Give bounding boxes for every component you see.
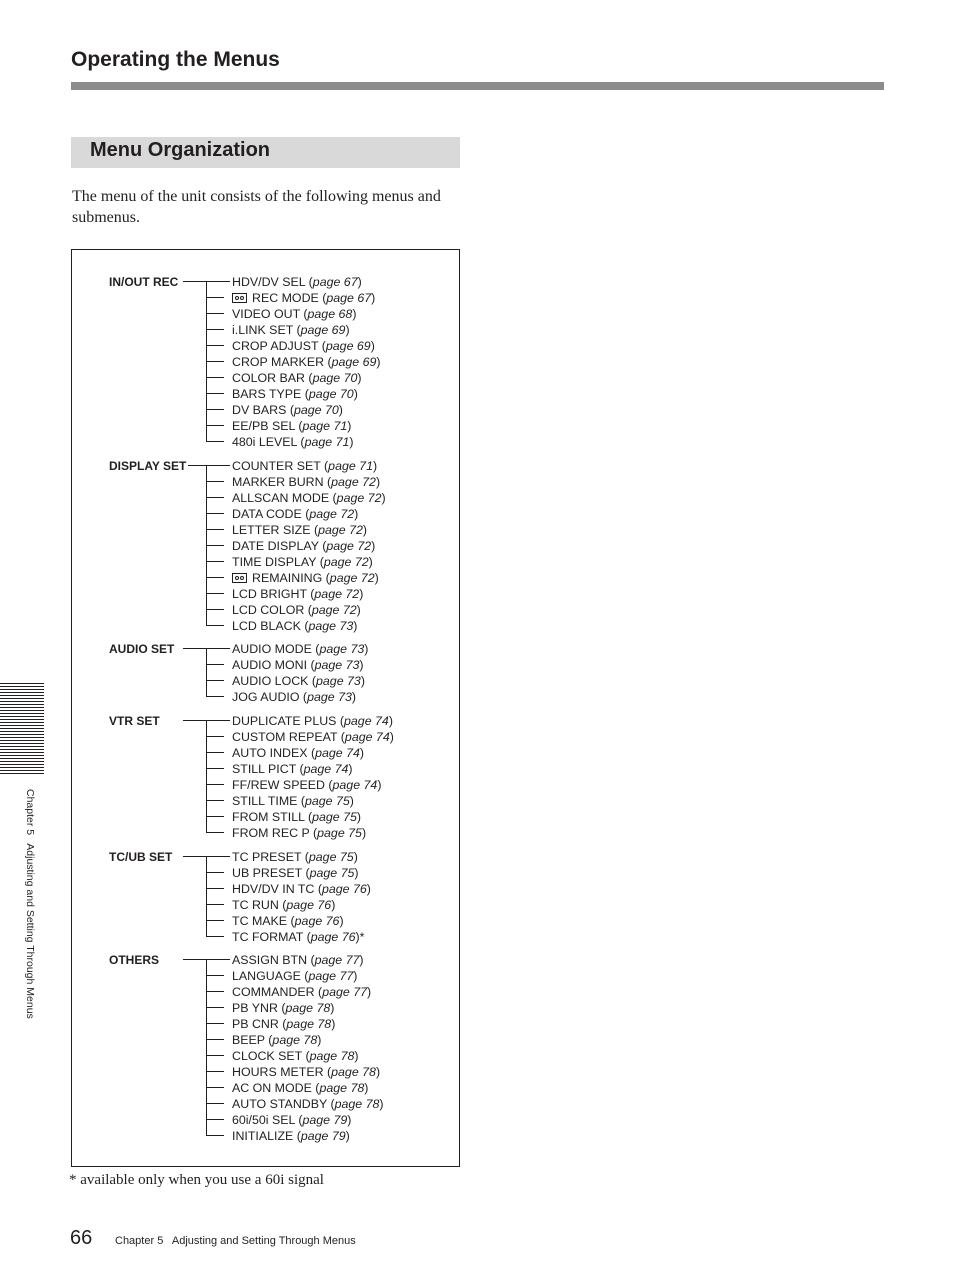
branch-line: [206, 593, 224, 594]
submenu-item-label: LCD COLOR: [232, 603, 305, 617]
submenu-item-label: AUDIO LOCK: [232, 674, 309, 688]
branch-line: [206, 784, 224, 785]
page-reference: page 69: [331, 355, 377, 369]
branch-line: [206, 888, 224, 889]
page-reference: page 71: [328, 459, 373, 473]
branch-line: [206, 1039, 224, 1040]
submenu-item-label: 60i/50i SEL: [232, 1113, 295, 1127]
submenu-item-label: CROP MARKER: [232, 355, 325, 369]
branch-line: [206, 1055, 224, 1056]
submenu-item: LCD BRIGHT (page 72): [206, 586, 363, 602]
page-reference: page 73: [319, 642, 365, 656]
submenu-item-label: CROP ADJUST: [232, 339, 319, 353]
page-reference: page 76: [286, 898, 332, 912]
branch-line: [206, 736, 224, 737]
footnote: * available only when you use a 60i signal: [69, 1172, 324, 1188]
page-reference: page 78: [309, 1049, 355, 1063]
cassette-icon: [232, 573, 247, 583]
branch-line: [206, 975, 224, 976]
submenu-item-label: TC FORMAT: [232, 930, 304, 944]
submenu-item-label: TC RUN: [232, 898, 279, 912]
page-reference: page 74: [332, 778, 378, 792]
chapter-tab-marker: [0, 683, 44, 775]
branch-line: [206, 513, 224, 514]
branch-line: [206, 625, 224, 626]
submenu-item: BEEP (page 78): [206, 1032, 321, 1048]
submenu-item-label: VIDEO OUT: [232, 307, 300, 321]
branch-line: [206, 872, 224, 873]
branch-line: [206, 465, 224, 466]
submenu-item-label: LETTER SIZE: [232, 523, 311, 537]
branch-line: [206, 856, 224, 857]
submenu-item: REMAINING (page 72): [206, 570, 379, 586]
page-reference: page 67: [312, 275, 358, 289]
page-reference: page 68: [307, 307, 353, 321]
page-reference: page 67: [326, 291, 372, 305]
branch-line: [206, 1023, 224, 1024]
submenu-item-label: i.LINK SET: [232, 323, 294, 337]
submenu-item: STILL PICT (page 74): [206, 761, 353, 777]
branch-line: [206, 497, 224, 498]
page-reference: page 72: [323, 555, 369, 569]
submenu-item-label: TC PRESET: [232, 850, 302, 864]
page-reference: page 70: [308, 387, 354, 401]
menu-group-label: OTHERS: [109, 953, 160, 967]
submenu-item-label: EE/PB SEL: [232, 419, 295, 433]
submenu-item-label: HDV/DV IN TC: [232, 882, 315, 896]
branch-line: [206, 904, 224, 905]
submenu-item-label: BARS TYPE: [232, 387, 302, 401]
side-chapter-label: Chapter 5 Adjusting and Setting Through Menus: [24, 789, 36, 1019]
intro-paragraph: The menu of the unit consists of the following menus and submenus.: [72, 188, 441, 226]
page-reference: page 75: [309, 866, 355, 880]
submenu-item: CUSTOM REPEAT (page 74): [206, 729, 394, 745]
branch-line: [206, 920, 224, 921]
page-reference: page 73: [314, 658, 360, 672]
submenu-item: ALLSCAN MODE (page 72): [206, 490, 386, 506]
page-reference: page 79: [300, 1129, 346, 1143]
menu-group-label: AUDIO SET: [109, 642, 175, 656]
page-reference: page 78: [331, 1065, 376, 1079]
submenu-item-label: BEEP: [232, 1033, 265, 1047]
submenu-item: CROP ADJUST (page 69): [206, 338, 375, 354]
branch-line: [206, 936, 224, 937]
submenu-item: EE/PB SEL (page 71): [206, 418, 351, 434]
submenu-item-label: COLOR BAR: [232, 371, 305, 385]
submenu-item-label: FROM STILL: [232, 810, 305, 824]
submenu-item: DATA CODE (page 72): [206, 506, 358, 522]
submenu-item-label: STILL TIME: [232, 794, 298, 808]
submenu-item-label: INITIALIZE: [232, 1129, 294, 1143]
submenu-item: AUDIO LOCK (page 73): [206, 673, 365, 689]
submenu-item-label: COMMANDER: [232, 985, 315, 999]
page-reference: page 77: [314, 953, 360, 967]
branch-line: [206, 680, 224, 681]
submenu-item: CROP MARKER (page 69): [206, 354, 381, 370]
page-reference: page 75: [317, 826, 362, 840]
section-title: Menu Organization: [90, 139, 270, 161]
submenu-item: HDV/DV IN TC (page 76): [206, 881, 371, 897]
submenu-item-label: UB PRESET: [232, 866, 303, 880]
submenu-item-label: HOURS METER: [232, 1065, 324, 1079]
page-reference: page 78: [272, 1033, 318, 1047]
submenu-item: LCD BLACK (page 73): [206, 618, 357, 634]
branch-line: [206, 561, 224, 562]
page-reference: page 71: [304, 435, 350, 449]
submenu-item-label: FF/REW SPEED: [232, 778, 325, 792]
menu-group-label: DISPLAY SET: [109, 459, 187, 473]
submenu-item: DV BARS (page 70): [206, 402, 343, 418]
branch-line: [206, 959, 224, 960]
branch-line: [206, 816, 224, 817]
page-reference: page 79: [302, 1113, 348, 1127]
branch-line: [206, 1071, 224, 1072]
submenu-item: 480i LEVEL (page 71): [206, 434, 354, 450]
submenu-item: FROM REC P (page 75): [206, 825, 366, 841]
submenu-item: INITIALIZE (page 79): [206, 1128, 350, 1144]
submenu-item: TC FORMAT (page 76)*: [206, 929, 364, 945]
submenu-item-label: DV BARS: [232, 403, 287, 417]
page-reference: page 78: [319, 1081, 365, 1095]
branch-line: [206, 1007, 224, 1008]
submenu-item: FF/REW SPEED (page 74): [206, 777, 381, 793]
page-reference: page 76: [321, 882, 367, 896]
submenu-item-label: DATE DISPLAY: [232, 539, 319, 553]
submenu-item-label: LANGUAGE: [232, 969, 301, 983]
page-reference: page 73: [307, 690, 352, 704]
submenu-item-label: COUNTER SET: [232, 459, 321, 473]
submenu-item: CLOCK SET (page 78): [206, 1048, 359, 1064]
submenu-item-label: AC ON MODE: [232, 1081, 312, 1095]
submenu-item-label: ALLSCAN MODE: [232, 491, 330, 505]
branch-line: [206, 768, 224, 769]
submenu-item: PB YNR (page 78): [206, 1000, 334, 1016]
submenu-item: COUNTER SET (page 71): [206, 458, 377, 474]
submenu-item-label: AUTO STANDBY: [232, 1097, 328, 1111]
branch-line: [206, 1103, 224, 1104]
page-reference: page 71: [302, 419, 348, 433]
page-reference: page 75: [305, 794, 350, 808]
submenu-item-label: JOG AUDIO: [232, 690, 300, 704]
page-reference: page 72: [336, 491, 382, 505]
page-reference: page 75: [312, 810, 357, 824]
submenu-item: MARKER BURN (page 72): [206, 474, 380, 490]
submenu-item: COMMANDER (page 77): [206, 984, 371, 1000]
page-reference: page 69: [325, 339, 371, 353]
branch-line: [206, 377, 224, 378]
submenu-item-label: TC MAKE: [232, 914, 288, 928]
page-reference: page 72: [331, 475, 376, 489]
submenu-item-label: MARKER BURN: [232, 475, 324, 489]
submenu-item: VIDEO OUT (page 68): [206, 306, 356, 322]
menu-tree-diagram: [71, 249, 460, 1167]
branch-line: [206, 393, 224, 394]
page-reference: page 74: [344, 714, 389, 728]
branch-line: [206, 1087, 224, 1088]
submenu-item: REC MODE (page 67): [206, 290, 375, 306]
chapter-title: Operating the Menus: [71, 48, 280, 71]
submenu-item-label: LCD BLACK: [232, 619, 301, 633]
submenu-item: AUDIO MODE (page 73): [206, 641, 368, 657]
page-reference: page 74: [303, 762, 349, 776]
page-reference: page 77: [322, 985, 367, 999]
footnote-marker: *: [359, 930, 365, 944]
submenu-item-label: HDV/DV SEL: [232, 275, 306, 289]
page-reference: page 72: [326, 539, 372, 553]
submenu-item-label: LCD BRIGHT: [232, 587, 307, 601]
submenu-item: i.LINK SET (page 69): [206, 322, 350, 338]
branch-line: [206, 545, 224, 546]
page-reference: page 73: [308, 619, 354, 633]
page-reference: page 70: [293, 403, 339, 417]
submenu-item: AUDIO MONI (page 73): [206, 657, 364, 673]
submenu-item: AUTO INDEX (page 74): [206, 745, 364, 761]
branch-line: [206, 1119, 224, 1120]
submenu-item: PB CNR (page 78): [206, 1016, 335, 1032]
submenu-item-label: STILL PICT: [232, 762, 297, 776]
submenu-item-label: PB YNR: [232, 1001, 278, 1015]
cassette-icon: [232, 293, 247, 303]
submenu-item: UB PRESET (page 75): [206, 865, 359, 881]
branch-line: [206, 529, 224, 530]
submenu-item: TC PRESET (page 75): [206, 849, 358, 865]
branch-line: [206, 281, 224, 282]
submenu-item: STILL TIME (page 75): [206, 793, 354, 809]
submenu-item-label: AUTO INDEX: [232, 746, 308, 760]
submenu-item: JOG AUDIO (page 73): [206, 689, 356, 705]
branch-line: [206, 1135, 224, 1136]
branch-line: [206, 329, 224, 330]
branch-line: [206, 752, 224, 753]
branch-line: [206, 313, 224, 314]
submenu-item: LANGUAGE (page 77): [206, 968, 357, 984]
branch-line: [206, 648, 224, 649]
submenu-item: FROM STILL (page 75): [206, 809, 361, 825]
page-reference: page 72: [314, 587, 360, 601]
submenu-item: DUPLICATE PLUS (page 74): [206, 713, 393, 729]
branch-line: [206, 991, 224, 992]
page-reference: page 74: [315, 746, 360, 760]
page-reference: page 74: [344, 730, 390, 744]
branch-line: [206, 832, 224, 833]
submenu-item-label: PB CNR: [232, 1017, 279, 1031]
branch-line: [206, 481, 224, 482]
branch-line: [206, 800, 224, 801]
submenu-item: TC RUN (page 76): [206, 897, 335, 913]
page-reference: page 72: [318, 523, 363, 537]
page-reference: page 73: [316, 674, 361, 688]
submenu-item-label: REMAINING: [252, 571, 323, 585]
branch-line: [206, 409, 224, 410]
submenu-item-label: TIME DISPLAY: [232, 555, 317, 569]
page-reference: page 72: [329, 571, 375, 585]
submenu-item: DATE DISPLAY (page 72): [206, 538, 375, 554]
submenu-item: COLOR BAR (page 70): [206, 370, 362, 386]
submenu-item: ASSIGN BTN (page 77): [206, 952, 364, 968]
page-reference: page 77: [308, 969, 354, 983]
submenu-item-label: DATA CODE: [232, 507, 302, 521]
submenu-item: HDV/DV SEL (page 67): [206, 274, 362, 290]
submenu-item-label: AUDIO MODE: [232, 642, 312, 656]
submenu-item: TIME DISPLAY (page 72): [206, 554, 373, 570]
page-reference: page 72: [311, 603, 357, 617]
running-footer: Chapter 5 Adjusting and Setting Through Menus: [115, 1235, 356, 1247]
branch-line: [206, 361, 224, 362]
menu-group-label: TC/UB SET: [109, 850, 173, 864]
page-reference: page 78: [334, 1097, 380, 1111]
page-number: 66: [70, 1227, 93, 1249]
submenu-item-label: CUSTOM REPEAT: [232, 730, 338, 744]
menu-group-label: IN/OUT REC: [109, 275, 179, 289]
page-reference: page 75: [308, 850, 354, 864]
page-reference: page 72: [309, 507, 355, 521]
submenu-item: BARS TYPE (page 70): [206, 386, 358, 402]
submenu-item: 60i/50i SEL (page 79): [206, 1112, 351, 1128]
submenu-item-label: REC MODE: [252, 291, 319, 305]
page-reference: page 69: [300, 323, 346, 337]
page-reference: page 76: [294, 914, 340, 928]
branch-line: [206, 297, 224, 298]
submenu-item: AUTO STANDBY (page 78): [206, 1096, 384, 1112]
menu-group-label: VTR SET: [109, 714, 160, 728]
page-reference: page 78: [286, 1017, 332, 1031]
submenu-item: AC ON MODE (page 78): [206, 1080, 368, 1096]
branch-line: [206, 345, 224, 346]
title-rule: [71, 82, 884, 90]
submenu-item: TC MAKE (page 76): [206, 913, 344, 929]
submenu-item-label: AUDIO MONI: [232, 658, 308, 672]
branch-line: [206, 425, 224, 426]
branch-line: [206, 720, 224, 721]
submenu-item: HOURS METER (page 78): [206, 1064, 380, 1080]
page-reference: page 78: [285, 1001, 331, 1015]
submenu-item-label: DUPLICATE PLUS: [232, 714, 337, 728]
branch-line: [206, 441, 224, 442]
page-reference: page 70: [312, 371, 358, 385]
submenu-item-label: ASSIGN BTN: [232, 953, 308, 967]
submenu-item-label: FROM REC P: [232, 826, 310, 840]
submenu-item: LETTER SIZE (page 72): [206, 522, 367, 538]
branch-line: [206, 609, 224, 610]
page-reference: page 76: [310, 930, 356, 944]
submenu-item: LCD COLOR (page 72): [206, 602, 361, 618]
branch-line: [206, 696, 224, 697]
branch-line: [206, 664, 224, 665]
branch-line: [206, 577, 224, 578]
submenu-item-label: CLOCK SET: [232, 1049, 303, 1063]
submenu-item-label: 480i LEVEL: [232, 435, 297, 449]
